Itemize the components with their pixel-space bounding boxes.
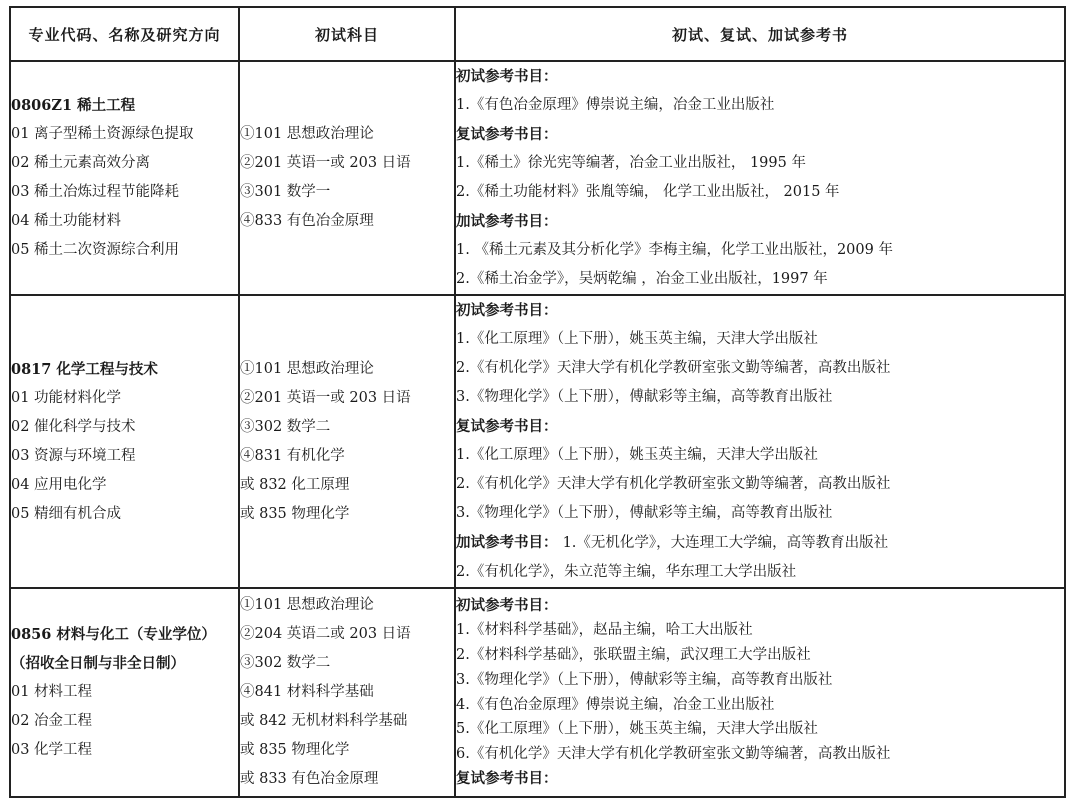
subject-item: ①101 思想政治理论 <box>240 360 374 377</box>
subjects-cell <box>239 61 455 295</box>
header-major: 专业代码、名称及研究方向 <box>10 7 239 61</box>
book-item: 6.《有机化学》天津大学有机化学教研室张文勤等编著，高教出版社 <box>456 745 891 762</box>
book-item: 2.《稀土冶金学》，吴炳乾编 ，冶金工业出版社，1997 年 <box>456 271 828 287</box>
major-title: 0806Z1 稀土工程 <box>11 97 136 114</box>
subject-item: ③302 数学二 <box>240 655 331 671</box>
book-item: 4.《有色冶金原理》傅崇说主编，冶金工业出版社 <box>456 696 775 713</box>
subject-item: 或 833 有色冶金原理 <box>240 771 379 787</box>
books-cell <box>455 588 1065 797</box>
header-books: 初试、复试、加试参考书 <box>455 7 1065 61</box>
subject-item: 或 832 化工原理 <box>240 476 350 493</box>
subject-item: ③302 数学二 <box>240 418 331 435</box>
direction-item: 03 资源与环境工程 <box>11 447 136 464</box>
book-item: 1.《无机化学》，大连理工大学编，高等教育出版社 <box>562 535 889 551</box>
direction-item: 04 应用电化学 <box>11 476 107 493</box>
book-section-heading: 加试参考书目： <box>456 534 558 551</box>
major-cell <box>10 588 239 797</box>
subject-item: 或 842 无机材料科学基础 <box>240 713 408 729</box>
direction-item: 04 稀土功能材料 <box>11 213 122 229</box>
book-item: 1.《材料科学基础》，赵品主编，哈工大出版社 <box>456 622 753 639</box>
major-title: 0817 化学工程与技术 <box>11 360 158 378</box>
book-section-heading: 初试参考书目： <box>456 302 558 319</box>
subject-item: ①101 思想政治理论 <box>240 126 374 142</box>
book-item: 3.《物理化学》（上下册），傅献彩等主编，高等教育出版社 <box>456 671 833 688</box>
book-item: 2.《有机化学》天津大学有机化学教研室张文勤等编著，高教出版社 <box>456 476 891 492</box>
book-section-heading: 初试参考书目： <box>456 68 558 85</box>
table-row <box>10 588 1065 797</box>
subject-item: 或 835 物理化学 <box>240 505 350 522</box>
books-cell <box>455 295 1065 588</box>
table-row <box>10 295 1065 588</box>
direction-item: 02 催化科学与技术 <box>11 418 136 435</box>
subject-item: 或 835 物理化学 <box>240 742 350 758</box>
subject-item: ④833 有色冶金原理 <box>240 213 374 229</box>
books-cell <box>455 61 1065 295</box>
major-title: 0856 材料与化工（专业学位） <box>11 626 216 643</box>
book-item: 3.《物理化学》（上下册），傅献彩等主编，高等教育出版社 <box>456 389 833 405</box>
direction-item: 02 冶金工程 <box>11 713 93 729</box>
book-section-heading: 复试参考书目： <box>456 769 558 787</box>
book-section-heading: 复试参考书目： <box>456 418 558 435</box>
book-section-heading: 初试参考书目： <box>456 596 558 614</box>
direction-item: 03 稀土冶炼过程节能降耗 <box>11 184 180 200</box>
subject-item: ④831 有机化学 <box>240 447 345 464</box>
direction-item: 03 化学工程 <box>11 742 93 758</box>
book-item: 3.《物理化学》（上下册），傅献彩等主编，高等教育出版社 <box>456 505 833 521</box>
direction-item: 05 精细有机合成 <box>11 505 122 522</box>
major-subtitle: （招收全日制与非全日制） <box>11 655 185 672</box>
book-item: 2.《材料科学基础》，张联盟主编，武汉理工大学出版社 <box>456 647 811 664</box>
admissions-table <box>9 6 1066 798</box>
direction-item: 01 功能材料化学 <box>11 389 122 406</box>
book-item: 2.《稀土功能材料》张胤等编， 化学工业出版社， 2015 年 <box>456 184 840 200</box>
direction-item: 05 稀土二次资源综合利用 <box>11 242 180 258</box>
book-section-heading: 复试参考书目： <box>456 126 558 143</box>
book-item: 5.《化工原理》（上下册），姚玉英主编，天津大学出版社 <box>456 721 818 738</box>
subjects-cell <box>239 588 455 797</box>
subjects-cell <box>239 295 455 588</box>
book-item: 1. 《稀土元素及其分析化学》李梅主编，化学工业出版社，2009 年 <box>456 242 893 258</box>
subject-item: ②201 英语一或 203 日语 <box>240 389 411 406</box>
book-item: 2.《有机化学》天津大学有机化学教研室张文勤等编著，高教出版社 <box>456 360 891 376</box>
subject-item: ①101 思想政治理论 <box>240 597 374 613</box>
major-cell <box>10 295 239 588</box>
major-cell <box>10 61 239 295</box>
direction-item: 01 离子型稀土资源绿色提取 <box>11 126 194 142</box>
subject-item: ③301 数学一 <box>240 184 331 200</box>
subject-item: ②204 英语二或 203 日语 <box>240 626 411 642</box>
direction-item: 02 稀土元素高效分离 <box>11 155 151 171</box>
direction-item: 01 材料工程 <box>11 684 93 700</box>
book-section-heading-inline <box>456 528 1064 558</box>
book-item: 1.《稀土》徐光宪等编著，冶金工业出版社， 1995 年 <box>456 155 806 171</box>
book-item: 1.《化工原理》（上下册），姚玉英主编，天津大学出版社 <box>456 447 818 463</box>
subject-item: ②201 英语一或 203 日语 <box>240 155 411 171</box>
header-subjects: 初试科目 <box>239 7 455 61</box>
header-row <box>10 7 1065 61</box>
book-item: 1.《有色冶金原理》傅崇说主编，冶金工业出版社 <box>456 97 775 113</box>
subject-item: ④841 材料科学基础 <box>240 684 374 700</box>
book-item: 2.《有机化学》，朱立范等主编，华东理工大学出版社 <box>456 564 797 580</box>
book-section-heading: 加试参考书目： <box>456 213 558 230</box>
table-row <box>10 61 1065 295</box>
book-item: 1.《化工原理》（上下册），姚玉英主编，天津大学出版社 <box>456 331 818 347</box>
